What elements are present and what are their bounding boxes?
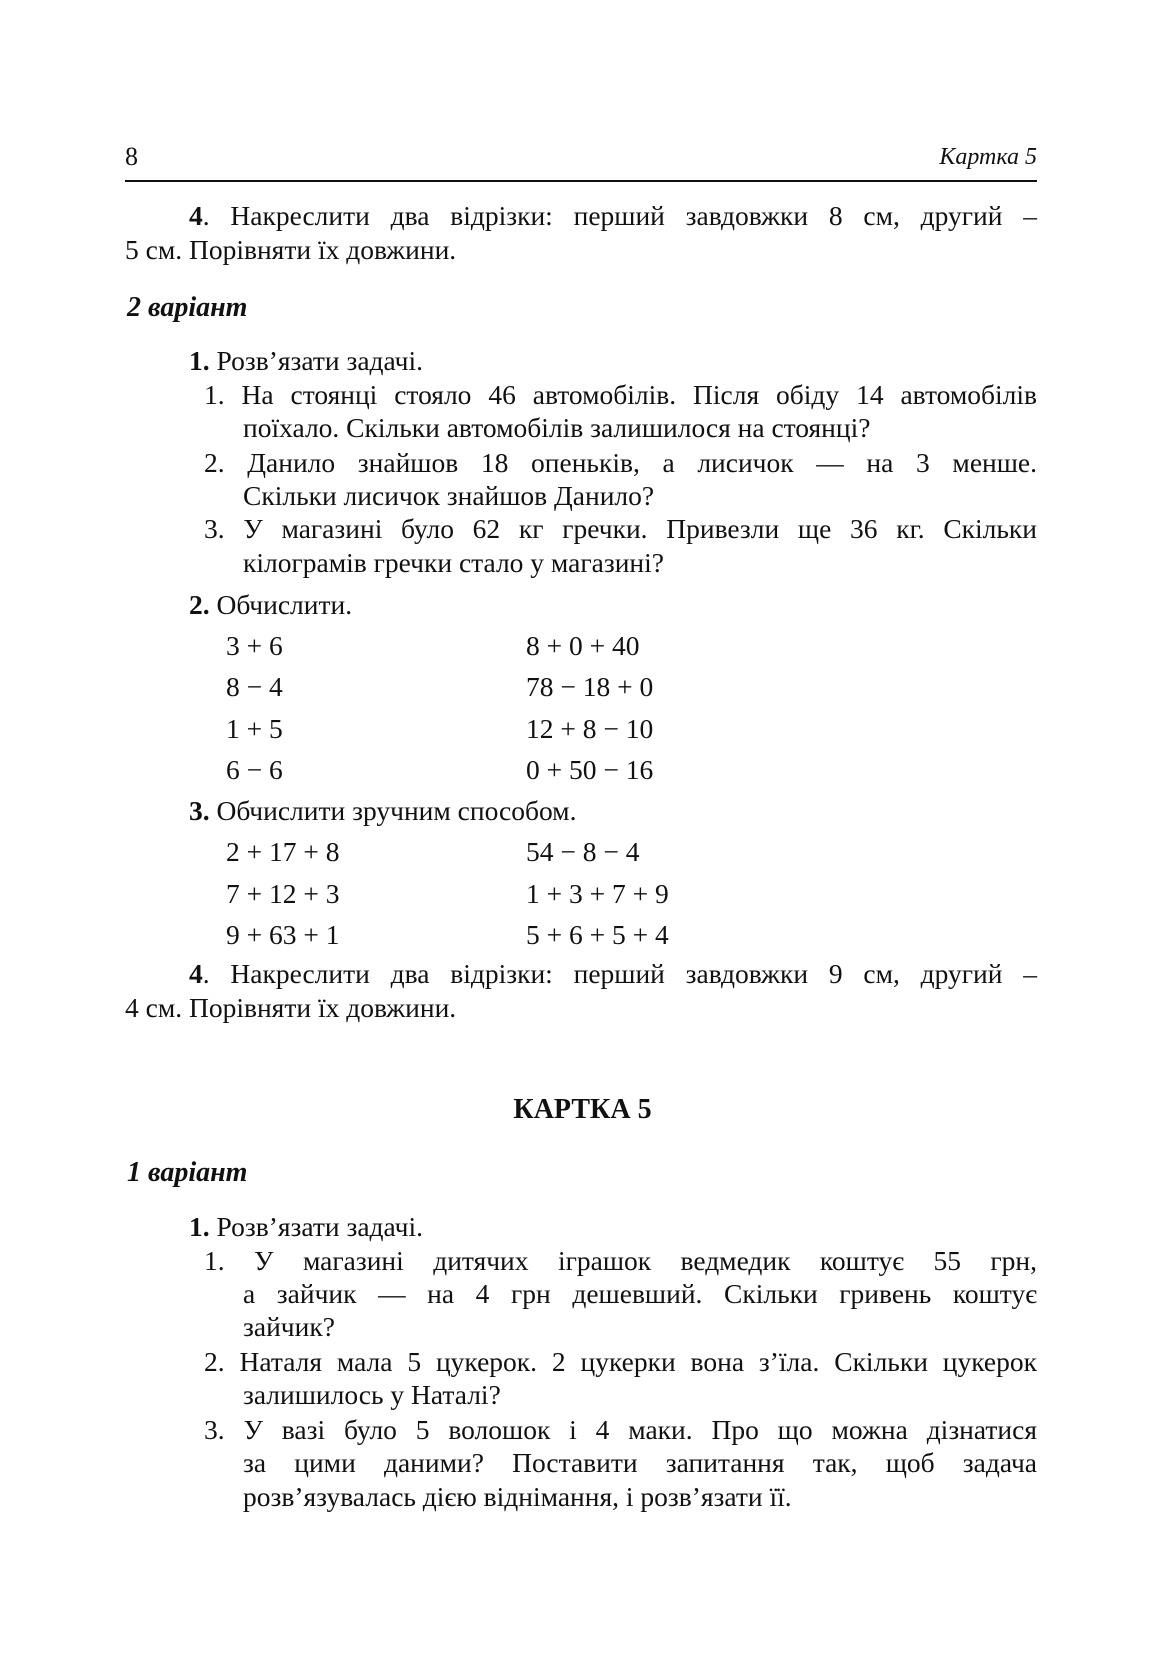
v2-t3-expression: 5 + 6 + 5 + 4 bbox=[526, 919, 669, 950]
v2-problem-2-line-2: Скільки лисичок знайшов Данило? bbox=[243, 480, 655, 511]
task-4-text: . Накреслити два відрізки: перший завдовжки 8 см, другий – bbox=[202, 200, 1037, 231]
v2-t3-expression: 54 − 8 − 4 bbox=[526, 836, 640, 867]
v2-task-1-number: 1. bbox=[189, 345, 210, 376]
v2-t2-expression: 78 − 18 + 0 bbox=[526, 671, 654, 702]
v2-task-2-text: Обчислити. bbox=[216, 589, 353, 620]
v2-task-4-line-1 bbox=[189, 957, 1037, 990]
v2-t2-expression: 8 − 4 bbox=[226, 671, 283, 702]
v2-problem-1-line-1: 1. На стоянці стояло 46 автомобілів. Після обіду 14 автомобілів bbox=[204, 379, 1037, 410]
v2-t3-expression: 7 + 12 + 3 bbox=[226, 878, 340, 909]
task-4-line-1 bbox=[189, 199, 1037, 232]
v2-t2-expression: 3 + 6 bbox=[226, 630, 283, 661]
v1-problem-3-line-2: за цими даними? Поставити запитання так, щоб задача bbox=[243, 1447, 1037, 1478]
v2-t3-expression: 2 + 17 + 8 bbox=[226, 836, 340, 867]
task-4-line-2: 5 см. Порівняти їх довжини. bbox=[125, 234, 457, 265]
running-head bbox=[125, 142, 1037, 178]
v2-t2-expression: 8 + 0 + 40 bbox=[526, 630, 640, 661]
v2-problem-2-line-1: 2. Данило знайшов 18 опеньків, а лисичок — на 3 менше. bbox=[204, 447, 1037, 478]
v2-task-4-line-2: 4 см. Порівняти їх довжини. bbox=[125, 992, 457, 1023]
v2-problem-3-line-2: кілограмів гречки стало у магазині? bbox=[243, 547, 664, 578]
v2-t3-expression: 1 + 3 + 7 + 9 bbox=[526, 878, 669, 909]
v2-t2-expression: 1 + 5 bbox=[226, 713, 283, 744]
v2-task-4-number: 4 bbox=[189, 958, 203, 989]
v2-task-1-title bbox=[189, 344, 423, 377]
v2-problem-1-line-2: поїхало. Скільки автомобілів залишилося на стоянці? bbox=[243, 412, 871, 443]
v2-task-3-number: 3. bbox=[189, 795, 210, 826]
page-number: 8 bbox=[125, 142, 138, 171]
v2-task-3-title bbox=[189, 794, 576, 827]
variant-2-heading: 2 варіант bbox=[127, 292, 248, 323]
v1-problem-1-line-1: 1. У магазині дитячих іграшок ведмедик коштує 55 грн, bbox=[204, 1245, 1037, 1276]
v2-problem-3-line-1: 3. У магазині було 62 кг гречки. Привезли ще 36 кг. Скільки bbox=[204, 513, 1037, 544]
header-rule bbox=[125, 180, 1037, 182]
v2-t3-expression: 9 + 63 + 1 bbox=[226, 919, 340, 950]
running-title: Картка 5 bbox=[939, 144, 1037, 170]
v1-task-1-title bbox=[189, 1210, 423, 1243]
v1-problem-3-line-3: розв’язувалась дією віднімання, і розв’язати її. bbox=[243, 1481, 792, 1512]
v2-task-1-text: Розв’язати задачі. bbox=[216, 345, 423, 376]
v1-task-1-text: Розв’язати задачі. bbox=[216, 1211, 423, 1242]
v2-task-2-number: 2. bbox=[189, 589, 210, 620]
card-title: КАРТКА 5 bbox=[513, 1094, 652, 1125]
v2-task-3-text: Обчислити зручним способом. bbox=[216, 795, 577, 826]
v2-task-4-text: . Накреслити два відрізки: перший завдовжки 9 см, другий – bbox=[202, 958, 1037, 989]
v2-t2-expression: 12 + 8 − 10 bbox=[526, 713, 654, 744]
v2-t2-expression: 6 − 6 bbox=[226, 754, 283, 785]
v1-problem-1-line-3: зайчик? bbox=[243, 1311, 335, 1342]
v1-problem-2-line-1: 2. Наталя мала 5 цукерок. 2 цукерки вона з’їла. Скільки цукерок bbox=[204, 1346, 1037, 1377]
v1-task-1-number: 1. bbox=[189, 1211, 210, 1242]
task-4-number: 4 bbox=[189, 200, 203, 231]
v1-problem-3-line-1: 3. У вазі було 5 волошок і 4 маки. Про що можна дізнатися bbox=[204, 1414, 1037, 1445]
variant-1-heading: 1 варіант bbox=[127, 1157, 248, 1188]
v2-t2-expression: 0 + 50 − 16 bbox=[526, 754, 654, 785]
v1-problem-2-line-2: залишилось у Наталі? bbox=[243, 1379, 501, 1410]
v1-problem-1-line-2: а зайчик — на 4 грн дешевший. Скільки гривень коштує bbox=[243, 1278, 1037, 1309]
v2-task-2-title bbox=[189, 588, 352, 621]
